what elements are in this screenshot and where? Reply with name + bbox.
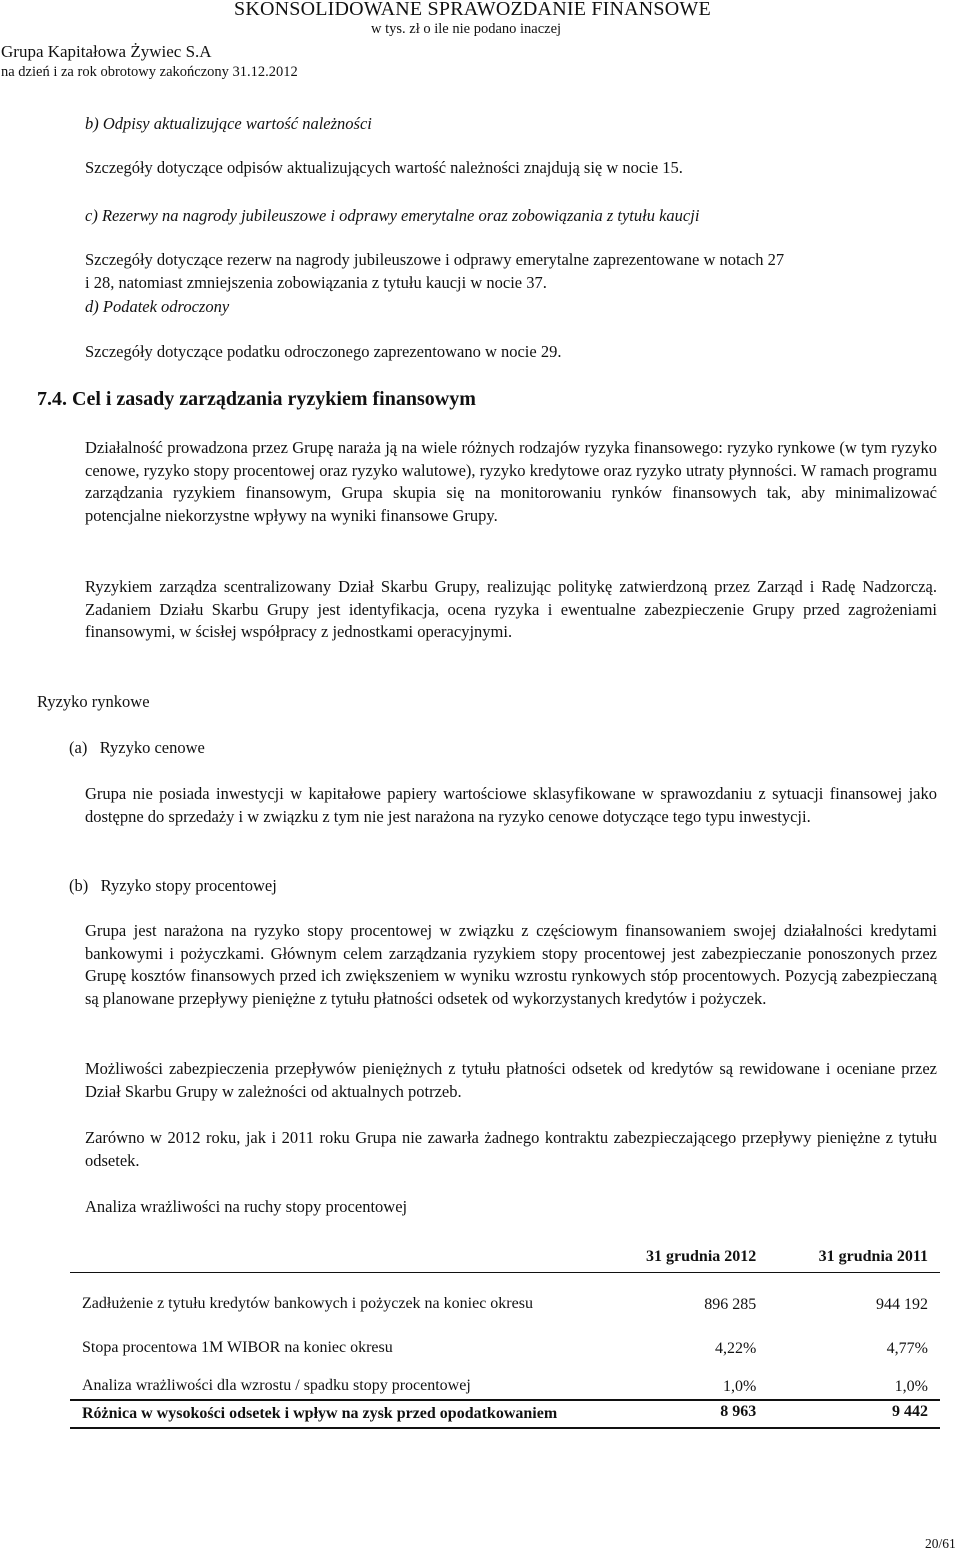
table-row — [70, 1358, 940, 1400]
table-row — [70, 1272, 940, 1316]
row-label-sensitivity: Analiza wrażliwości dla wzrostu / spadku stopy procentowej — [82, 1377, 471, 1394]
section-d-text: Szczegóły dotyczące podatku odroczonego zaprezentowano w nocie 29. — [85, 342, 562, 361]
sensitivity-table — [70, 1240, 940, 1429]
row-value-2012-wibor: 4,22% — [714, 1340, 757, 1357]
paragraph-treasury: Ryzykiem zarządza scentralizowany Dział Skarbu Grupy, realizując politykę zatwierdzoną przez Zarząd i Radę Nadzorczą. Zadaniem Działu Skarbu Grupy jest identyfikacja, ocena ryzyka i ewentualne zabezpieczenie Grupy przed zagrożeniami finansowymi, w ścisłej współpracy z jednostkami operacyjnymi. — [85, 577, 937, 642]
page-number: 20/61 — [925, 1536, 956, 1551]
section-b-text: Szczegóły dotyczące odpisów aktualizujących wartość należności znajdują się w nocie 15. — [85, 158, 683, 177]
report-title: SKONSOLIDOWANE SPRAWOZDANIE FINANSOWE — [234, 0, 711, 20]
report-unit-note: w tys. zł o ile nie podano inaczej — [371, 21, 562, 37]
interest-rate-risk-heading: (b) Ryzyko stopy procentowej — [69, 876, 277, 895]
row-label-debt: Zadłużenie z tytułu kredytów bankowych i pożyczek na koniec okresu — [82, 1295, 533, 1312]
section-c-text-line1: Szczegóły dotyczące rezerw na nagrody jubileuszowe i odprawy emerytalne zaprezentowane w notach 27 — [85, 250, 785, 269]
market-risk-heading: Ryzyko rynkowe — [37, 692, 150, 711]
row-label-interest-impact: Różnica w wysokości odsetek i wpływ na zysk przed opodatkowaniem — [82, 1405, 558, 1422]
row-value-2012-debt: 896 285 — [704, 1296, 757, 1313]
section-c-text-line2: i 28, natomiast zmniejszenia zobowiązania z tytułu kaucji w nocie 37. — [85, 273, 547, 292]
row-value-2012-interest-impact: 8 963 — [720, 1403, 757, 1420]
interest-rate-risk-text: Grupa jest narażona na ryzyko stopy procentowej w związku z częściowym finansowaniem swojej działalności kredytami bankowymi i pożyczkami. Głównym celem zarządzania ryzykiem stopy procentowej jest zabezpieczanie ponoszonych przez Grupę kosztów finansowych przed ich zwiększeniem w wyniku wzrostu rynkowych stóp procentowych. Pozycją zabezpieczaną są planowane przepływy pieniężne z tytułu płatności odsetek od wykorzystanych kredytów i pożyczek. — [85, 921, 937, 1009]
section-c-title: c) Rezerwy na nagrody jubileuszowe i odprawy emerytalne oraz zobowiązania z tytułu kaucji — [85, 206, 700, 225]
company-name: Grupa Kapitałowa Żywiec S.A — [1, 42, 212, 61]
table-row-total — [70, 1400, 940, 1428]
row-value-2011-wibor: 4,77% — [886, 1340, 928, 1357]
row-value-2011-debt: 944 192 — [876, 1296, 928, 1313]
paragraph-risk-intro: Działalność prowadzona przez Grupę naraża ją na wiele różnych rodzajów ryzyka finansowego: ryzyko rynkowe (w tym ryzyko cenowe, ryzyko stopy procentowej oraz ryzyko walutowe), ryzyko kredytowe oraz ryzyko utraty płynności. W ramach programu zarządzania ryzykiem finansowym, Grupa skupia się na monitorowaniu rynków finansowych tak, aby minimalizować potencjalne niekorzystne wpływy na wyniki finansowe Grupy. — [85, 438, 937, 526]
report-date: na dzień i za rok obrotowy zakończony 31.12.2012 — [1, 64, 298, 80]
price-risk-heading: (a) Ryzyko cenowe — [69, 738, 205, 757]
column-header-2012: 31 grudnia 2012 — [646, 1247, 757, 1265]
no-hedge-contracts-text: Zarówno w 2012 roku, jak i 2011 roku Grupa nie zawarła żadnego kontraktu zabezpieczającego przepływy pieniężne z tytułu odsetek. — [85, 1128, 937, 1170]
section-b-title: b) Odpisy aktualizujące wartość należności — [85, 114, 372, 133]
row-label-wibor: Stopa procentowa 1M WIBOR na koniec okresu — [82, 1339, 393, 1356]
sensitivity-table-title: Analiza wrażliwości na ruchy stopy procentowej — [85, 1197, 408, 1216]
table-row — [70, 1316, 940, 1358]
section-d-title: d) Podatek odroczony — [85, 297, 230, 316]
price-risk-text: Grupa nie posiada inwestycji w kapitałowe papiery wartościowe sklasyfikowane w sprawozdaniu z sytuacji finansowej jako dostępne do sprzedaży i w związku z tym nie jest narażona na ryzyko cenowe dotyczące tego typu inwestycji. — [85, 784, 937, 826]
hedging-review-text: Możliwości zabezpieczenia przepływów pieniężnych z tytułu płatności odsetek od kredytów są rewidowane i oceniane przez Dział Skarbu Grupy w zależności od aktualnych potrzeb. — [85, 1059, 937, 1101]
column-header-2011: 31 grudnia 2011 — [818, 1247, 928, 1265]
row-value-2012-sensitivity: 1,0% — [722, 1378, 757, 1395]
row-value-2011-sensitivity: 1,0% — [894, 1378, 928, 1395]
section-heading: 7.4. Cel i zasady zarządzania ryzykiem finansowym — [37, 388, 476, 410]
row-value-2011-interest-impact: 9 442 — [892, 1403, 928, 1420]
table-header-row — [70, 1240, 940, 1272]
